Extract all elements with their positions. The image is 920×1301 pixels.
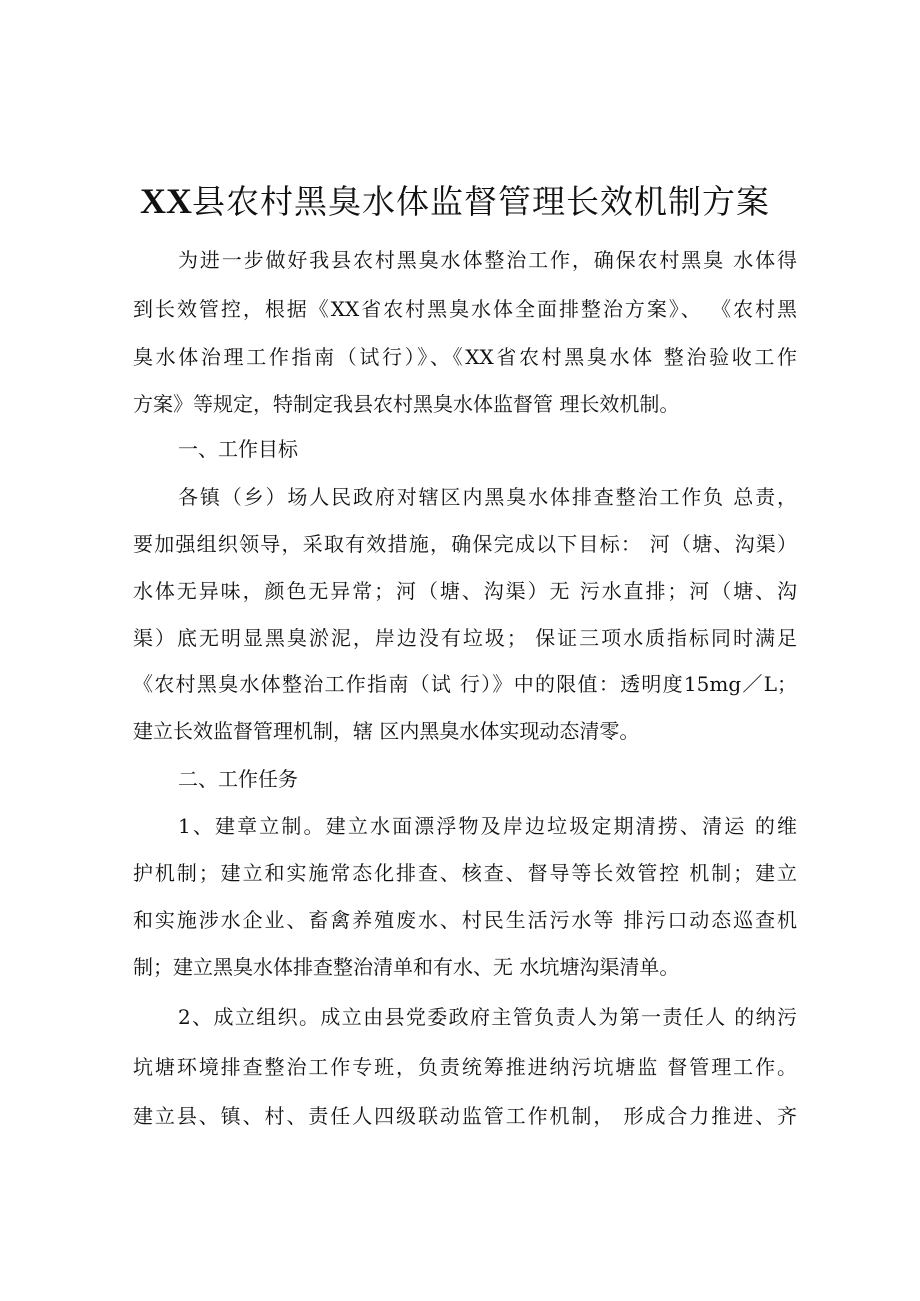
item2-line: 坑塘环境排查整治工作专班，负责统筹推进纳污坑塘监 督管理工作。 bbox=[133, 1055, 797, 1079]
intro-line: 方案》等规定，特制定我县农村黑臭水体监督管 理长效机制。 bbox=[133, 392, 680, 416]
item1-line: 制；建立黑臭水体排查整治清单和有水、无 水坑塘沟渠清单。 bbox=[133, 955, 680, 979]
section-heading: 二、工作任务 bbox=[178, 767, 298, 791]
section1-line: 要加强组织领导，采取有效措施，确保完成以下目标： 河（塘、沟渠） bbox=[133, 532, 797, 556]
section1-line: 各镇（乡）场人民政府对辖区内黑臭水体排查整治工作负 总责， bbox=[178, 485, 797, 509]
item1-line: 护机制；建立和实施常态化排查、核查、督导等长效管控 机制；建立 bbox=[133, 861, 797, 885]
item2-line: 2、成立组织。成立由县党委政府主管负责人为第一责任人 的纳污 bbox=[178, 1005, 797, 1029]
item1-line: 1、建章立制。建立水面漂浮物及岸边垃圾定期清捞、清运 的维 bbox=[178, 814, 797, 838]
title-text: 县农村黑臭水体监督管理长效机制方案 bbox=[192, 182, 770, 221]
intro-line: 臭水体治理工作指南（试行）》、《XX省农村黑臭水体 整治验收工作 bbox=[133, 345, 797, 369]
section1-line: 《农村黑臭水体整治工作指南（试 行）》中的限值：透明度15mg／L； bbox=[133, 672, 797, 696]
item2-line: 建立县、镇、村、责任人四级联动监管工作机制， 形成合力推进、齐 bbox=[133, 1104, 797, 1128]
title-prefix: XX bbox=[140, 181, 192, 221]
section1-line: 渠）底无明显黑臭淤泥，岸边没有垃圾； 保证三项水质指标同时满足 bbox=[133, 626, 797, 650]
item1-line: 和实施涉水企业、畜禽养殖废水、村民生活污水等 排污口动态巡查机 bbox=[133, 908, 797, 932]
section1-line: 水体无异味，颜色无异常；河（塘、沟渠）无 污水直排；河（塘、沟 bbox=[133, 579, 797, 603]
document-title bbox=[140, 178, 840, 225]
section-heading: 一、工作目标 bbox=[178, 437, 298, 461]
intro-line: 为进一步做好我县农村黑臭水体整治工作，确保农村黑臭 水体得 bbox=[178, 248, 797, 272]
intro-line: 到长效管控，根据《XX省农村黑臭水体全面排整治方案》、 《农村黑 bbox=[133, 297, 797, 321]
section1-line: 建立长效监督管理机制，辖 区内黑臭水体实现动态清零。 bbox=[133, 719, 640, 743]
